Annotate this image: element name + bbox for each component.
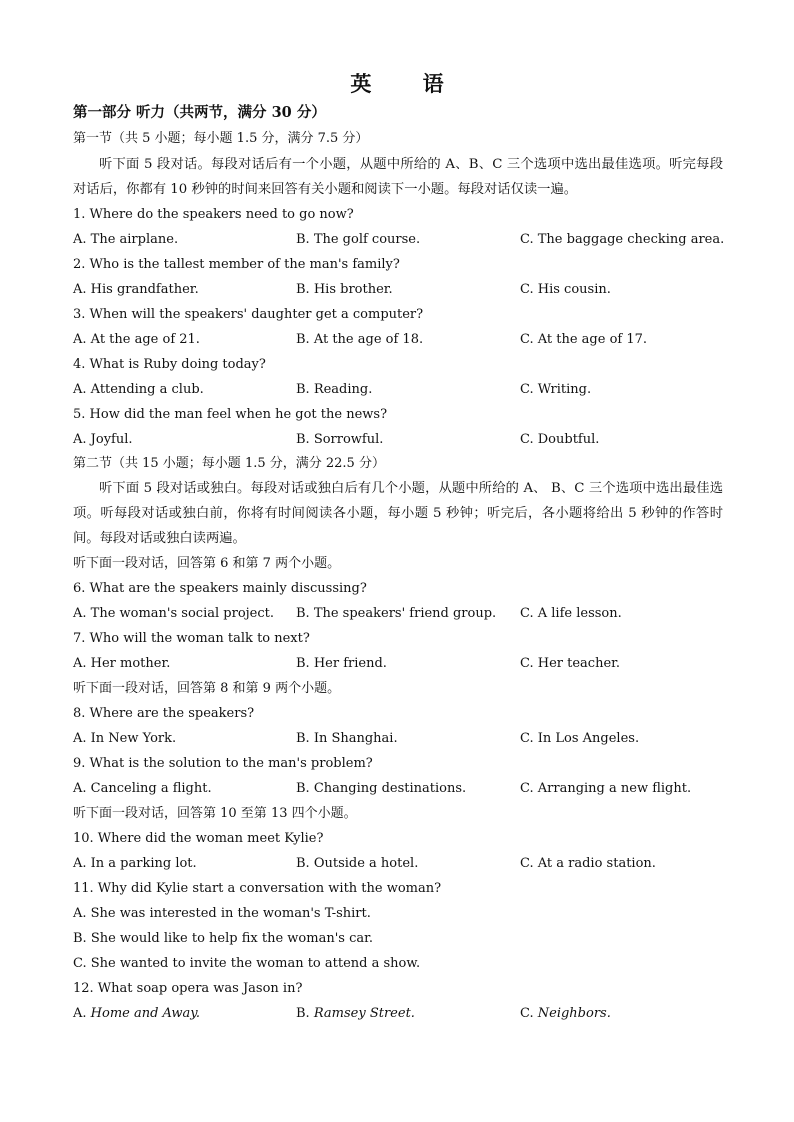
option-c: C. Doubtful. (520, 432, 600, 447)
option-a: A. The airplane. (73, 232, 179, 247)
option-c: C. At the age of 17. (520, 332, 648, 347)
question-text: 11. Why did Kylie start a conversation with the woman? (73, 881, 442, 896)
option-a: A. She was interested in the woman's T-shirt. (73, 906, 371, 921)
option-a: A. In New York. (73, 731, 177, 746)
option-c: C. Her teacher. (520, 656, 621, 671)
option-b: B. At the age of 18. (296, 332, 424, 347)
option-text: Ramsey Street. (313, 1006, 415, 1021)
option-b: B. Sorrowful. (296, 432, 384, 447)
option-b: B. Outside a hotel. (296, 856, 419, 871)
question-text: 9. What is the solution to the man's problem? (73, 756, 373, 771)
option-b: B. She would like to help fix the woman's car. (73, 931, 374, 946)
page-title: 英 语 (350, 71, 466, 96)
option-c (520, 1005, 611, 1023)
option-c: C. Arranging a new flight. (520, 781, 692, 796)
option-b: B. Her friend. (296, 656, 387, 671)
option-letter: C. (520, 1006, 538, 1021)
question-text: 7. Who will the woman talk to next? (73, 631, 310, 646)
option-a (73, 1005, 200, 1023)
section2-heading: 第二节（共 15 小题；每小题 1.5 分，满分 22.5 分） (73, 456, 385, 471)
option-c: C. At a radio station. (520, 856, 656, 871)
option-b (296, 1005, 415, 1023)
dialog-instruction: 听下面一段对话，回答第 10 至第 13 四个小题。 (73, 806, 357, 821)
option-a: A. The woman's social project. (73, 606, 275, 621)
option-a: A. At the age of 21. (73, 332, 200, 347)
option-a: A. Her mother. (73, 656, 171, 671)
question-text: 1. Where do the speakers need to go now? (73, 207, 354, 222)
option-a: A. Joyful. (73, 432, 133, 447)
option-letter: B. (296, 1006, 314, 1021)
part1-heading: 第一部分 听力（共两节，满分 30 分） (73, 104, 326, 121)
option-a: A. Canceling a flight. (73, 781, 212, 796)
question-text: 4. What is Ruby doing today? (73, 357, 266, 372)
option-a: A. In a parking lot. (73, 856, 197, 871)
option-c: C. A life lesson. (520, 606, 622, 621)
question-text: 10. Where did the woman meet Kylie? (73, 831, 324, 846)
option-b: B. The speakers' friend group. (296, 606, 497, 621)
option-b: B. Reading. (296, 382, 373, 397)
question-text: 5. How did the man feel when he got the news? (73, 407, 388, 422)
question-text: 12. What soap opera was Jason in? (73, 981, 303, 996)
option-text: Neighbors. (537, 1006, 611, 1021)
option-b: B. The golf course. (296, 232, 421, 247)
question-text: 8. Where are the speakers? (73, 706, 255, 721)
option-c: C. In Los Angeles. (520, 731, 640, 746)
dialog-instruction: 听下面一段对话，回答第 8 和第 9 两个小题。 (73, 681, 341, 696)
option-letter: A. (73, 1006, 91, 1021)
option-b: B. Changing destinations. (296, 781, 467, 796)
section1-heading: 第一节（共 5 小题；每小题 1.5 分，满分 7.5 分） (73, 131, 369, 146)
option-c: C. She wanted to invite the woman to attend a show. (73, 956, 421, 971)
question-text: 2. Who is the tallest member of the man's family? (73, 257, 400, 272)
option-c: C. The baggage checking area. (520, 232, 725, 247)
option-c: C. His cousin. (520, 282, 611, 297)
question-text: 6. What are the speakers mainly discussing? (73, 581, 367, 596)
option-c: C. Writing. (520, 382, 592, 397)
section2-instructions: 听下面 5 段对话或独白。每段对话或独白后有几个小题，从题中所给的 A、 B、C 三个选项中选出最佳选项。听每段对话或独白前，你将有时间阅读各小题，每小题 5 秒钟；听完后，各小题将给出 5 秒钟的作答时间。每段对话或独白读两遍。 (73, 481, 723, 546)
option-text: Home and Away. (90, 1006, 200, 1021)
option-a: A. Attending a club. (73, 382, 204, 397)
section1-instructions: 听下面 5 段对话。每段对话后有一个小题，从题中所给的 A、B、C 三个选项中选出最佳选项。听完每段对话后，你都有 10 秒钟的时间来回答有关小题和阅读下一小题。每段对话仅读一遍。 (73, 157, 723, 197)
question-text: 3. When will the speakers' daughter get a computer? (73, 307, 424, 322)
dialog-instruction: 听下面一段对话，回答第 6 和第 7 两个小题。 (73, 556, 341, 571)
option-b: B. In Shanghai. (296, 731, 398, 746)
option-a: A. His grandfather. (73, 282, 199, 297)
option-b: B. His brother. (296, 282, 393, 297)
